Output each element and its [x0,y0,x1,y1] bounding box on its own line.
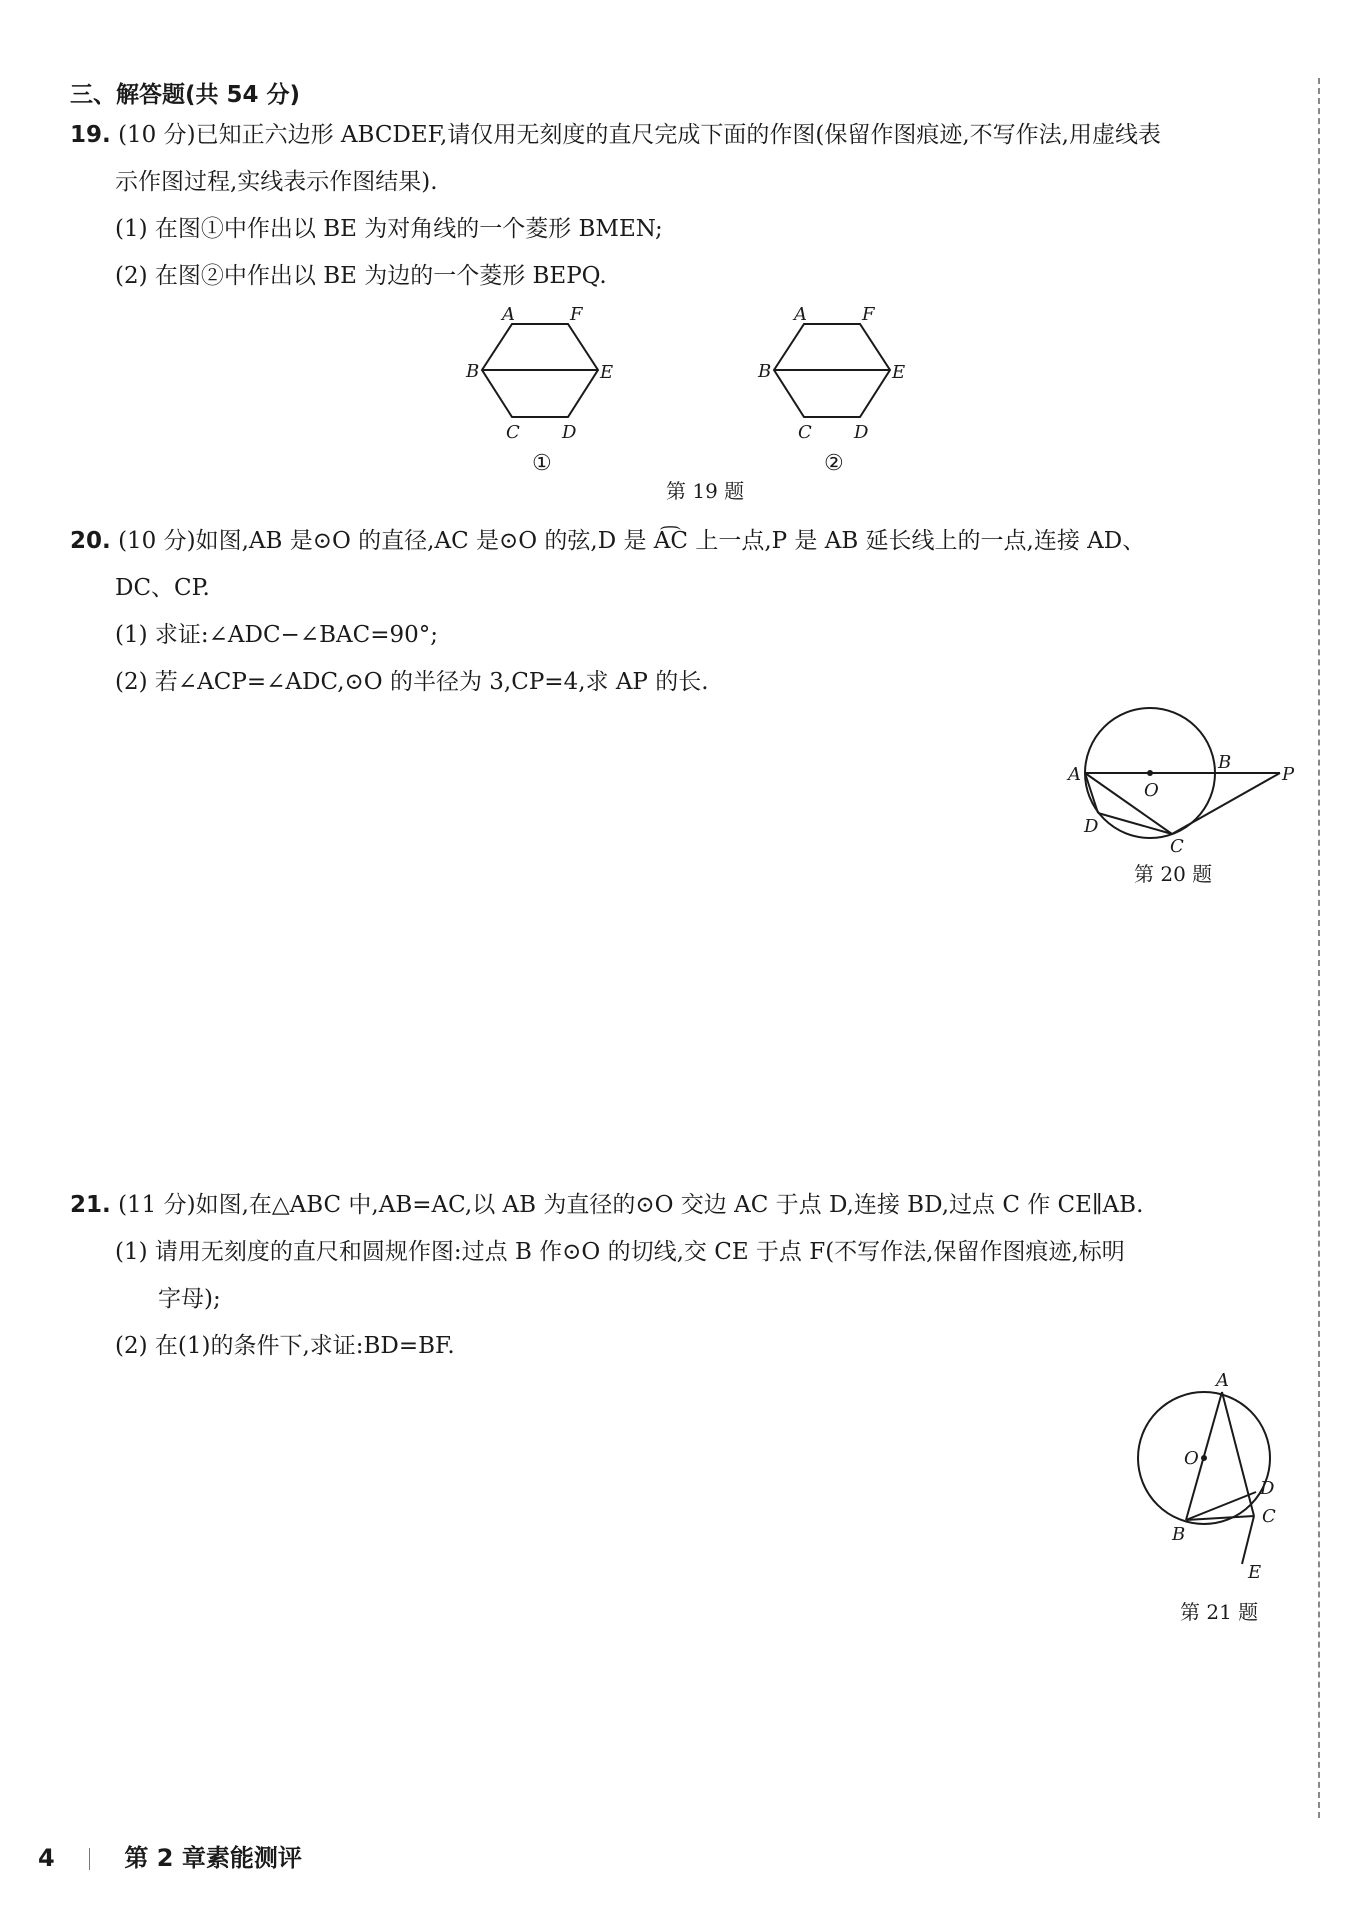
label-D: D [1084,816,1099,837]
q21-part1b: 字母); [158,1286,221,1312]
q20-text-line1: (10 分)如图,AB 是⊙O 的直径,AC 是⊙O 的弦,D 是 A͡C 上一点,P 是 AB 延长线上的一点,连接 AD、 [118,528,1146,554]
label-D: D [562,422,577,443]
q20-caption: 第 20 题 [1134,862,1213,886]
fig1-label: ① [532,451,552,476]
q19-text-line1: (10 分)已知正六边形 ABCDEF,请仅用无刻度的直尺完成下面的作图(保留作图痕迹,不写作法,用虚线表 [118,122,1161,148]
q19-part1: (1) 在图①中作出以 BE 为对角线的一个菱形 BMEN; [115,216,663,242]
label-D: D [1260,1478,1275,1499]
label-D: D [854,422,869,443]
label-B: B [1218,752,1232,773]
q20-part1: (1) 求证:∠ADC−∠BAC=90°; [115,622,438,648]
label-F: F [570,304,583,325]
hexagon-figure-1 [465,304,613,476]
label-C: C [1170,836,1184,857]
label-E: E [1248,1562,1262,1583]
q19-part2: (2) 在图②中作出以 BE 为边的一个菱形 BEPQ. [115,263,607,289]
q20-figure [1060,700,1300,860]
label-F: F [862,304,875,325]
q21-caption: 第 21 题 [1180,1600,1259,1624]
q19-caption: 第 19 题 [666,479,745,503]
section-title: 三、解答题(共 54 分) [70,82,301,108]
q20-number: 20. [70,528,111,554]
q21-number: 21. [70,1192,111,1218]
label-O: O [1144,780,1159,801]
q19-figures [466,300,940,480]
chapter-title: 第 2 章素能测评 [124,1844,302,1872]
fig2-label: ② [824,451,844,476]
binding-margin-line [1318,78,1320,1818]
label-A: A [794,304,807,325]
q21-figure [1130,1368,1310,1588]
label-O: O [1184,1448,1199,1469]
page-number: 4 [38,1844,55,1872]
q19-number: 19. [70,122,111,148]
q20-line1 [70,524,1145,558]
label-P: P [1282,764,1295,785]
label-B: B [758,361,772,382]
q19-text-line2: 示作图过程,实线表示作图结果). [115,169,438,195]
label-A: A [1216,1370,1229,1391]
footer [38,1838,302,1873]
q21-line1 [70,1188,1143,1222]
q19-line1 [70,118,1161,152]
q20-text-line2: DC、CP. [115,575,210,601]
label-B: B [466,361,480,382]
label-C: C [1262,1506,1276,1527]
label-C: C [798,422,812,443]
label-E: E [600,362,614,383]
q20-part2: (2) 若∠ACP=∠ADC,⊙O 的半径为 3,CP=4,求 AP 的长. [115,669,709,695]
footer-separator [89,1848,90,1870]
label-A: A [502,304,515,325]
hexagon-figure-2 [757,304,905,476]
label-E: E [892,362,906,383]
label-A: A [1068,764,1081,785]
q21-text-line1: (11 分)如图,在△ABC 中,AB=AC,以 AB 为直径的⊙O 交边 AC 于点 D,连接 BD,过点 C 作 CE∥AB. [118,1192,1144,1218]
label-B: B [1172,1524,1186,1545]
q21-part2: (2) 在(1)的条件下,求证:BD=BF. [115,1333,455,1359]
label-C: C [506,422,520,443]
q21-part1: (1) 请用无刻度的直尺和圆规作图:过点 B 作⊙O 的切线,交 CE 于点 F(不写作法,保留作图痕迹,标明 [115,1239,1125,1265]
